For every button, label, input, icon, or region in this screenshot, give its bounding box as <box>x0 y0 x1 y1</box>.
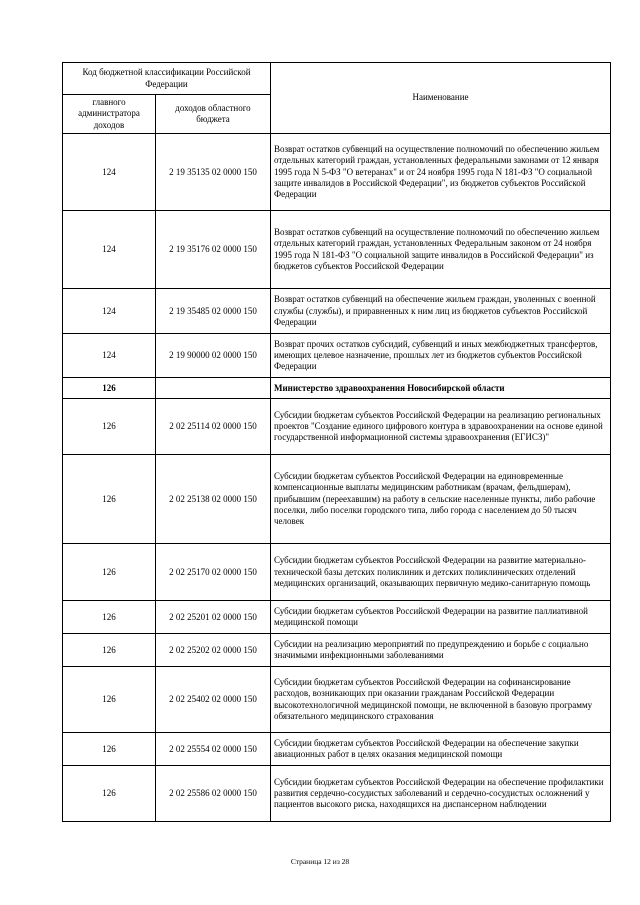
description-cell: Субсидии бюджетам субъектов Российской Федерации на развитие паллиативной медицинской помощи <box>271 601 611 634</box>
table-body <box>63 134 611 822</box>
admin-code-cell: 126 <box>63 378 156 399</box>
description-cell: Субсидии бюджетам субъектов Российской Федерации на обеспечение закупки авиационных работ в целях оказания медицинской помощи <box>271 733 611 766</box>
admin-code-cell: 126 <box>63 399 156 455</box>
admin-code-cell: 126 <box>63 634 156 667</box>
description-cell: Возврат остатков субвенций на осуществление полномочий по обеспечению жильем отдельных категорий граждан, установленных Федеральным законом от 24 ноября 1995 года N 181-ФЗ "О социальной защите инвалидов в Российской Федерации" из бюджетов субъектов Российской Федерации <box>271 211 611 289</box>
admin-code-cell: 126 <box>63 601 156 634</box>
description-cell: Субсидии бюджетам субъектов Российской Федерации на развитие материально-технической базы детских поликлиник и детских поликлинических отделений медицинских организаций, оказывающих первичную медико-санитарную помощь <box>271 544 611 601</box>
section-title-cell: Министерство здравоохранения Новосибирской области <box>271 378 611 399</box>
admin-code-cell: 124 <box>63 334 156 378</box>
admin-code-cell: 124 <box>63 211 156 289</box>
description-cell: Субсидии бюджетам субъектов Российской Федерации на реализацию региональных проектов "Создание единого цифрового контура в здравоохранении на основе единой государственной информационной системы здравоохранения (ЕГИСЗ)" <box>271 399 611 455</box>
table-row <box>63 211 611 289</box>
income-code-cell: 2 02 25402 02 0000 150 <box>156 667 271 733</box>
admin-code-cell: 126 <box>63 766 156 822</box>
table-row <box>63 544 611 601</box>
income-code-cell: 2 19 35176 02 0000 150 <box>156 211 271 289</box>
table-header <box>63 63 611 134</box>
table-row <box>63 667 611 733</box>
admin-code-cell: 126 <box>63 455 156 544</box>
description-cell: Возврат остатков субвенций на обеспечение жильем граждан, уволенных с военной службы (службы), и приравненных к ним лиц из бюджетов субъектов Российской Федерации <box>271 289 611 334</box>
table-row <box>63 289 611 334</box>
table-row <box>63 766 611 822</box>
income-code-cell: 2 19 90000 02 0000 150 <box>156 334 271 378</box>
description-cell: Возврат прочих остатков субсидий, субвенций и иных межбюджетных трансфертов, имеющих целевое назначение, прошлых лет из бюджетов субъектов Российской Федерации <box>271 334 611 378</box>
header-admin: главного администратора доходов <box>63 95 156 134</box>
description-cell: Субсидии бюджетам субъектов Российской Федерации на единовременные компенсационные выплаты медицинским работникам (врачам, фельдшерам), прибывшим (переехавшим) на работу в сельские населенные пункты, либо рабочие поселки, либо поселки городского типа, либо города с населением до 50 тысяч человек <box>271 455 611 544</box>
admin-code-cell: 124 <box>63 289 156 334</box>
table-row <box>63 733 611 766</box>
table-row <box>63 634 611 667</box>
description-cell: Субсидии на реализацию мероприятий по предупреждению и борьбе с социально значимыми инфекционными заболеваниями <box>271 634 611 667</box>
table-row <box>63 334 611 378</box>
admin-code-cell: 126 <box>63 544 156 601</box>
description-cell: Возврат остатков субвенций на осуществление полномочий по обеспечению жильем отдельных категорий граждан, установленных федеральными законами от 12 января 1995 года N 5-ФЗ "О ветеранах" и от 24 ноября 1995 года N 181-ФЗ "О социальной защите инвалидов в Российской Федерации", из бюджетов субъектов Российской Федерации <box>271 134 611 211</box>
description-cell: Субсидии бюджетам субъектов Российской Федерации на обеспечение профилактики развития сердечно-сосудистых заболеваний и сердечно-сосудистых осложнений у пациентов высокого риска, находящихся на диспансерном наблюдении <box>271 766 611 822</box>
header-name: Наименование <box>271 63 611 134</box>
income-code-cell: 2 02 25586 02 0000 150 <box>156 766 271 822</box>
table-row <box>63 601 611 634</box>
admin-code-cell: 126 <box>63 667 156 733</box>
income-code-cell: 2 02 25138 02 0000 150 <box>156 455 271 544</box>
income-code-cell: 2 19 35485 02 0000 150 <box>156 289 271 334</box>
budget-classification-table <box>62 62 611 822</box>
income-code-cell: 2 02 25114 02 0000 150 <box>156 399 271 455</box>
income-code-cell: 2 19 35135 02 0000 150 <box>156 134 271 211</box>
header-code-group: Код бюджетной классификации Российской Федерации <box>63 63 271 95</box>
income-code-cell: 2 02 25554 02 0000 150 <box>156 733 271 766</box>
table-row <box>63 455 611 544</box>
table-row <box>63 134 611 211</box>
admin-code-cell: 124 <box>63 134 156 211</box>
header-income: доходов областного бюджета <box>156 95 271 134</box>
income-code-cell: 2 02 25202 02 0000 150 <box>156 634 271 667</box>
table-row <box>63 399 611 455</box>
page-number: Страница 12 из 28 <box>290 857 350 866</box>
section-row <box>63 378 611 399</box>
income-code-cell <box>156 378 271 399</box>
income-code-cell: 2 02 25170 02 0000 150 <box>156 544 271 601</box>
income-code-cell: 2 02 25201 02 0000 150 <box>156 601 271 634</box>
admin-code-cell: 126 <box>63 733 156 766</box>
description-cell: Субсидии бюджетам субъектов Российской Федерации на софинансирование расходов, возникающих при оказании гражданам Российской Федерации высокотехнологичной медицинской помощи, не включенной в базовую программу обязательного медицинского страхования <box>271 667 611 733</box>
